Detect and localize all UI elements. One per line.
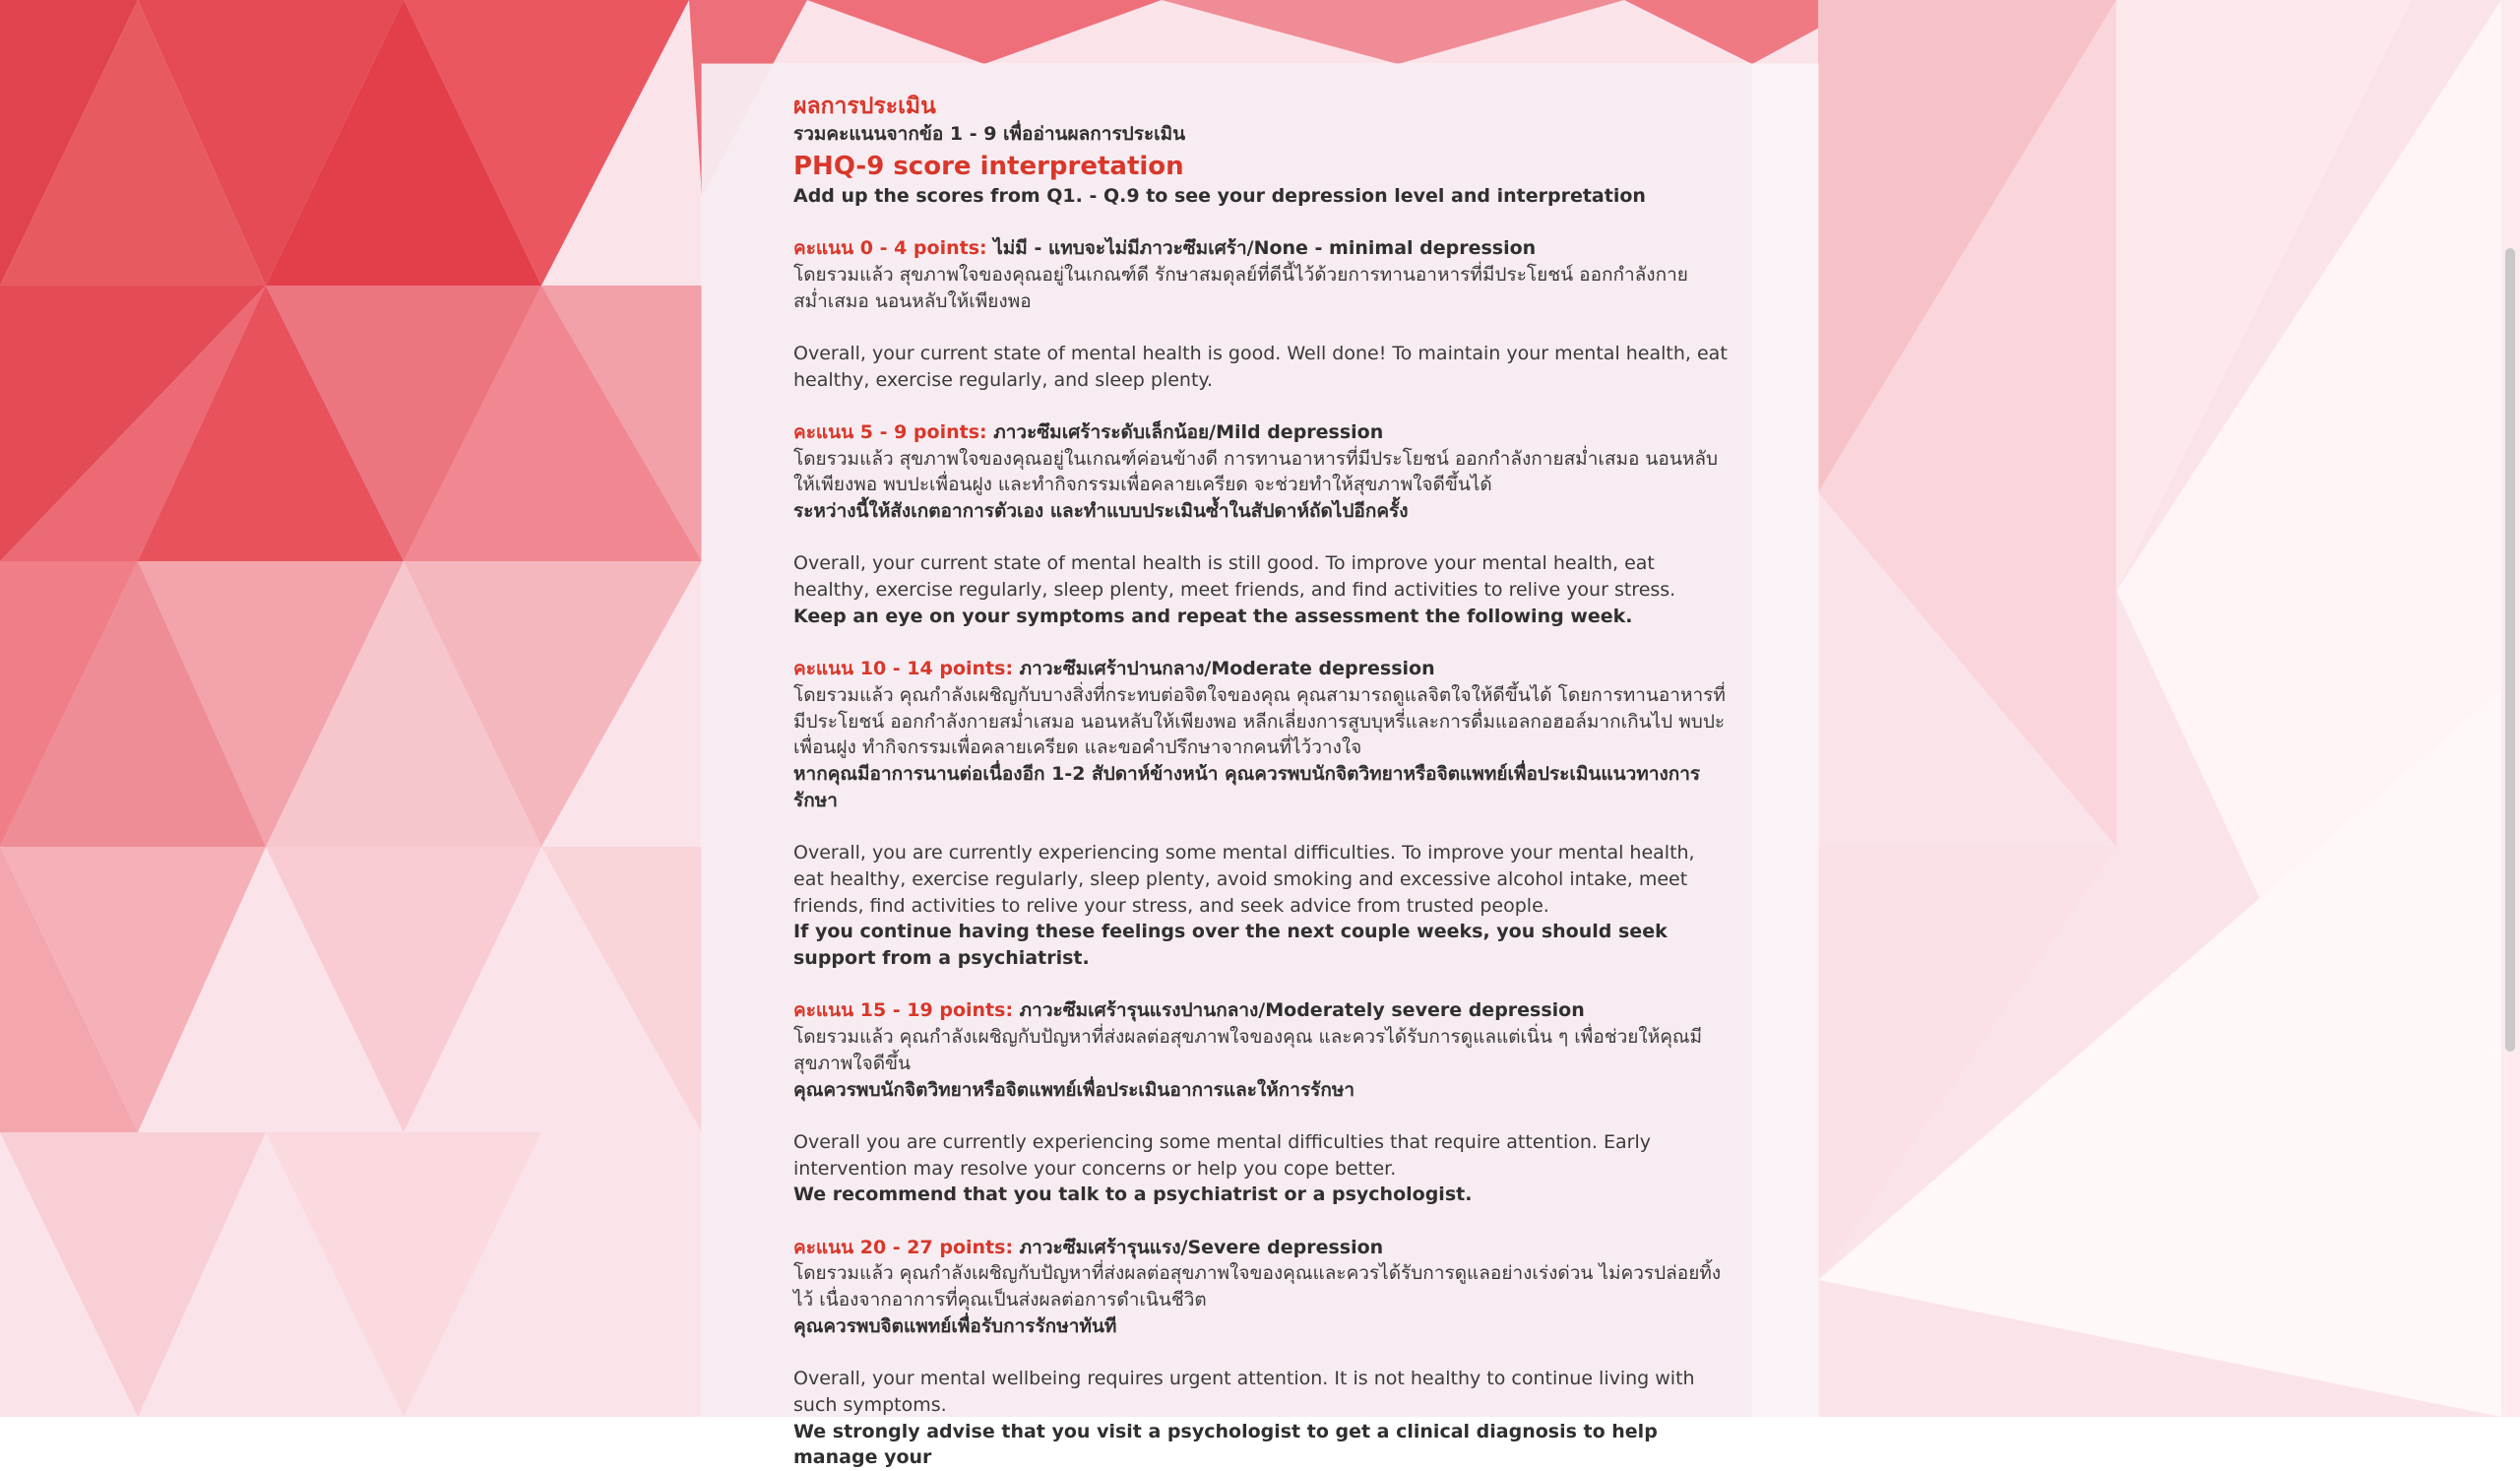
english-recommendation: We recommend that you talk to a psychiatrist or a psychologist.	[793, 1183, 1473, 1206]
title-thai: ผลการประเมิน	[793, 94, 936, 119]
score-section-title	[793, 997, 1729, 1024]
score-section-title	[793, 419, 1729, 446]
thai-recommendation: ระหว่างนี้ให้สังเกตอาการตัวเอง และทำแบบประเมินซ้ำในสัปดาห์ถัดไปอีกครั้ง	[793, 500, 1409, 523]
score-range: คะแนน 5 - 9 points:	[793, 420, 987, 443]
english-recommendation: We strongly advise that you visit a psychologist to get a clinical diagnosis to help manage your	[793, 1420, 1658, 1469]
score-sections	[793, 235, 1729, 1471]
english-description: Overall, your current state of mental health is good. Well done! To maintain your mental health, eat healthy, exercise regularly, and sleep plenty.	[793, 342, 1728, 391]
score-range: คะแนน 0 - 4 points:	[793, 237, 987, 260]
score-section	[793, 1235, 1729, 1471]
severity-label: ภาวะซึมเศร้าปานกลาง/Moderate depression	[1013, 658, 1435, 680]
thai-description: โดยรวมแล้ว คุณกำลังเผชิญกับปัญหาที่ส่งผลต่อสุขภาพใจของคุณ และควรได้รับการดูแลแต่เนิ่น ๆ เพื่อช่วยให้คุณมีสุขภาพใจดีขึ้น	[793, 1026, 1703, 1074]
english-recommendation: Keep an eye on your symptoms and repeat the assessment the following week.	[793, 605, 1633, 627]
english-description: Overall, you are currently experiencing some mental difficulties. To improve your mental health, eat healthy, exercise regularly, sleep plenty, avoid smoking and excessive alcohol intake, meet friends, find activities to relive your stress, and seek advice from trusted people.	[793, 842, 1695, 917]
english-description: Overall, your current state of mental health is still good. To improve your mental health, eat healthy, exercise regularly, sleep plenty, meet friends, and find activities to relive your stress.	[793, 552, 1676, 602]
severity-label: ภาวะซึมเศร้ารุนแรงปานกลาง/Moderately severe depression	[1013, 999, 1585, 1022]
subtitle-english: Add up the scores from Q1. - Q.9 to see your depression level and interpretation	[793, 184, 1646, 207]
thai-recommendation: หากคุณมีอาการนานต่อเนื่องอีก 1-2 สัปดาห์ข้างหน้า คุณควรพบนักจิตวิทยาหรือจิตแพทย์เพื่อประเมินแนวทางการรักษา	[793, 763, 1701, 811]
english-recommendation: If you continue having these feelings over the next couple weeks, you should seek support from a psychiatrist.	[793, 921, 1668, 969]
score-range: คะแนน 15 - 19 points:	[793, 999, 1014, 1022]
severity-label: ภาวะซึมเศร้ารุนแรง/Severe depression	[1013, 1236, 1384, 1258]
thai-description: โดยรวมแล้ว สุขภาพใจของคุณอยู่ในเกณฑ์ดี รักษาสมดุลย์ที่ดีนี้ไว้ด้วยการทานอาหารที่มีประโยชน์ ออกกำลังกายสม่ำเสมอ นอนหลับให้เพียงพอ	[793, 263, 1688, 312]
title-english: PHQ-9 score interpretation	[793, 151, 1184, 181]
english-description: Overall, your mental wellbeing requires urgent attention. It is not healthy to continue living with such symptoms.	[793, 1368, 1695, 1416]
thai-recommendation: คุณควรพบจิตแพทย์เพื่อรับการรักษาทันที	[793, 1314, 1117, 1337]
score-section-title	[793, 1235, 1729, 1261]
score-section-title	[793, 656, 1729, 682]
score-range: คะแนน 10 - 14 points:	[793, 658, 1014, 680]
english-description: Overall you are currently experiencing some mental difficulties that require attention. Early intervention may resolve your concerns or help you cope better.	[793, 1130, 1651, 1180]
subtitle-thai: รวมคะแนนจากข้อ 1 - 9 เพื่ออ่านผลการประเมิน	[793, 123, 1186, 145]
score-section	[793, 419, 1729, 630]
score-section	[793, 235, 1729, 393]
thai-description: โดยรวมแล้ว คุณกำลังเผชิญกับปัญหาที่ส่งผลต่อสุขภาพใจของคุณและควรได้รับการดูแลอย่างเร่งด่วน ไม่ควรปล่อยทิ้งไว้ เนื่องจากอาการที่คุณเป็นส่งผลต่อการดำเนินชีวิต	[793, 1262, 1722, 1311]
scrollbar-thumb[interactable]	[2505, 248, 2515, 1052]
score-section-title	[793, 235, 1729, 262]
results-content	[793, 92, 1729, 1471]
thai-description: โดยรวมแล้ว คุณกำลังเผชิญกับบางสิ่งที่กระทบต่อจิตใจของคุณ คุณสามารถดูแลจิตใจให้ดีขึ้นได้ โดยการทานอาหารที่มีประโยชน์ ออกกำลังกายสม่ำเสมอ นอนหลับให้เพียงพอ หลีกเลี่ยงการสูบบุหรี่และการดื่มแอลกอฮอล์มากเกินไป พบปะเพื่อนฝูง ทำกิจกรรมเพื่อคลายเครียด และขอคำปรึกษาจากคนที่ไว้วางใจ	[793, 683, 1726, 759]
thai-recommendation: คุณควรพบนักจิตวิทยาหรือจิตแพทย์เพื่อประเมินอาการและให้การรักษา	[793, 1078, 1355, 1101]
severity-label: ไม่มี - แทบจะไม่มีภาวะซึมเศร้า/None - minimal depression	[986, 237, 1537, 260]
thai-description: โดยรวมแล้ว สุขภาพใจของคุณอยู่ในเกณฑ์ค่อนข้างดี การทานอาหารที่มีประโยชน์ ออกกำลังกายสม่ำเสมอ นอนหลับให้เพียงพอ พบปะเพื่อนฝูง และทำกิจกรรมเพื่อคลายเครียด จะช่วยทำให้สุขภาพใจดีขึ้นได้	[793, 447, 1719, 496]
score-section	[793, 656, 1729, 971]
score-section	[793, 997, 1729, 1208]
severity-label: ภาวะซึมเศร้าระดับเล็กน้อย/Mild depression	[986, 420, 1384, 443]
card-edge-highlight	[1752, 64, 1818, 1417]
score-range: คะแนน 20 - 27 points:	[793, 1236, 1014, 1258]
